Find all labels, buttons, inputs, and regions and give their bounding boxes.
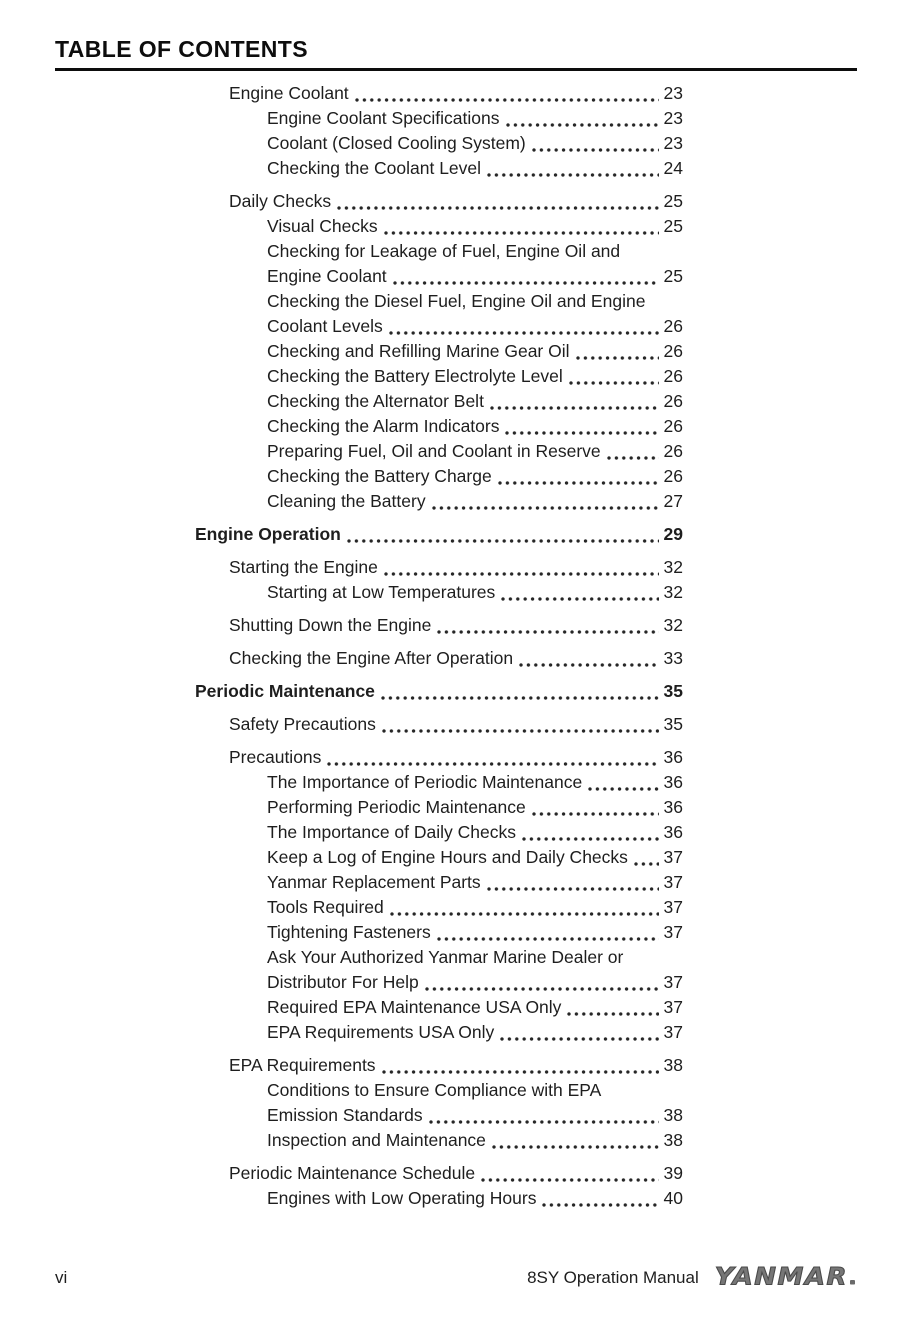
- toc-entry-line: [267, 214, 683, 239]
- page-title: TABLE OF CONTENTS: [55, 36, 308, 62]
- toc-page-number: 35: [663, 681, 683, 701]
- page-footer: [55, 1260, 855, 1290]
- toc-page-number: 35: [663, 714, 683, 734]
- dot-leader: [355, 97, 659, 103]
- toc-entry-line: [267, 314, 683, 339]
- dot-leader: [432, 505, 659, 511]
- toc-entry-label: Shutting Down the Engine: [229, 615, 432, 635]
- toc-page-number: 23: [663, 108, 683, 128]
- toc-page-number: 38: [663, 1055, 683, 1075]
- toc-page-number: 33: [663, 648, 683, 668]
- dot-leader: [500, 1036, 658, 1042]
- toc-entry-label: Periodic Maintenance Schedule: [229, 1163, 476, 1183]
- toc-entry-line: [267, 580, 683, 605]
- toc-entry: [195, 945, 683, 995]
- toc-entry-line: [267, 1103, 683, 1128]
- toc-entry: [195, 712, 683, 737]
- toc-entry-label: Cleaning the Battery: [267, 491, 426, 511]
- dot-leader: [506, 122, 659, 128]
- toc-entry: [195, 364, 683, 389]
- toc-page-number: 37: [663, 922, 683, 942]
- toc-entry-label: Required EPA Maintenance USA Only: [267, 997, 562, 1017]
- toc-page-number: 36: [663, 772, 683, 792]
- dot-leader: [347, 538, 659, 544]
- toc-entry-label: Conditions to Ensure Compliance with EPA: [267, 1080, 602, 1100]
- toc-entry: [195, 613, 683, 638]
- toc-page-number: 36: [663, 797, 683, 817]
- toc-entry: [195, 745, 683, 770]
- toc-entry-label: Precautions: [229, 747, 322, 767]
- toc-page-number: 38: [663, 1105, 683, 1125]
- toc-page-number: 26: [663, 366, 683, 386]
- toc-page-number: 38: [663, 1130, 683, 1150]
- toc-entry-label: Tightening Fasteners: [267, 922, 431, 942]
- toc-page-number: 26: [663, 316, 683, 336]
- toc-entry-label: Engine Coolant: [267, 266, 387, 286]
- toc-entry-line: [267, 945, 683, 970]
- toc-entry: [195, 239, 683, 289]
- toc-page-number: 24: [663, 158, 683, 178]
- dot-leader: [487, 886, 659, 892]
- dot-leader: [337, 205, 658, 211]
- dot-leader: [382, 728, 659, 734]
- toc-page-number: 26: [663, 441, 683, 461]
- dot-leader: [505, 430, 658, 436]
- toc-entry-line: [267, 289, 683, 314]
- toc-entry-line: [267, 106, 683, 131]
- toc-entry-line: [267, 414, 683, 439]
- toc-entry-label: Inspection and Maintenance: [267, 1130, 486, 1150]
- dot-leader: [393, 280, 659, 286]
- toc-entry: [195, 1053, 683, 1078]
- toc-entry-line: [229, 712, 683, 737]
- dot-leader: [437, 936, 659, 942]
- toc-entry-label: Visual Checks: [267, 216, 378, 236]
- toc-entry-label: Emission Standards: [267, 1105, 423, 1125]
- yanmar-logo-text: YANMAR: [714, 1263, 848, 1291]
- toc-entry: [195, 522, 683, 547]
- toc-entry: [195, 489, 683, 514]
- dot-leader: [384, 571, 659, 577]
- footer-right-group: [527, 1260, 855, 1290]
- dot-leader: [569, 380, 659, 386]
- toc-entry-label: Checking for Leakage of Fuel, Engine Oil and: [267, 241, 621, 261]
- toc-entry: [195, 339, 683, 364]
- toc-page-number: 37: [663, 872, 683, 892]
- toc-entry-label: EPA Requirements: [229, 1055, 376, 1075]
- dot-leader: [634, 861, 659, 867]
- toc-entry-line: [267, 895, 683, 920]
- toc-entry: [195, 845, 683, 870]
- toc-page-number: 32: [663, 582, 683, 602]
- toc-entry-label: Checking the Battery Charge: [267, 466, 492, 486]
- dot-leader: [327, 761, 658, 767]
- toc-entry-label: Periodic Maintenance: [195, 681, 375, 701]
- toc-page-number: 39: [663, 1163, 683, 1183]
- toc-entry-line: [229, 555, 683, 580]
- toc-entry: [195, 81, 683, 106]
- toc-page-number: 32: [663, 615, 683, 635]
- toc-entry-label: EPA Requirements USA Only: [267, 1022, 495, 1042]
- toc-page-number: 25: [663, 216, 683, 236]
- toc-entry-line: [267, 995, 683, 1020]
- toc-entry: [195, 555, 683, 580]
- dot-leader: [576, 355, 659, 361]
- toc-page-number: 29: [663, 524, 683, 544]
- dot-leader: [492, 1144, 659, 1150]
- toc-entry-label: Checking the Diesel Fuel, Engine Oil and Engine: [267, 291, 646, 311]
- dot-leader: [437, 629, 658, 635]
- toc-entry: [195, 439, 683, 464]
- toc-entry: [195, 156, 683, 181]
- yanmar-logo: [715, 1263, 855, 1291]
- dot-leader: [567, 1011, 658, 1017]
- toc-entry-line: [267, 464, 683, 489]
- toc-entry: [195, 414, 683, 439]
- toc-page-number: 26: [663, 466, 683, 486]
- toc-entry-label: Engine Coolant: [229, 83, 349, 103]
- toc-page-number: 23: [663, 83, 683, 103]
- toc-entry-label: Checking the Battery Electrolyte Level: [267, 366, 563, 386]
- toc-entry-label: The Importance of Periodic Maintenance: [267, 772, 583, 792]
- toc-entry: [195, 920, 683, 945]
- dot-leader: [390, 911, 659, 917]
- toc-entry: [195, 464, 683, 489]
- toc-page-number: 25: [663, 191, 683, 211]
- toc-entry-line: [267, 1186, 683, 1211]
- toc-entry-label: Coolant (Closed Cooling System): [267, 133, 526, 153]
- dot-leader: [490, 405, 659, 411]
- footer-page-number: vi: [55, 1268, 68, 1287]
- toc-entry-line: [267, 389, 683, 414]
- toc-page-number: 32: [663, 557, 683, 577]
- toc-entry-line: [267, 1020, 683, 1045]
- toc-entry-label: Checking the Engine After Operation: [229, 648, 514, 668]
- registered-trademark-icon: [850, 1280, 855, 1285]
- dot-leader: [522, 836, 659, 842]
- toc-entry-label: Distributor For Help: [267, 972, 419, 992]
- toc-page-number: 25: [663, 266, 683, 286]
- toc-entry: [195, 131, 683, 156]
- toc-entry: [195, 770, 683, 795]
- toc-entry-line: [229, 1053, 683, 1078]
- toc-entry-line: [267, 156, 683, 181]
- toc-entry-label: Coolant Levels: [267, 316, 383, 336]
- toc-entry-label: Ask Your Authorized Yanmar Marine Dealer or: [267, 947, 624, 967]
- toc-entry-line: [195, 522, 683, 547]
- toc-entry-line: [267, 770, 683, 795]
- toc-entry-line: [229, 81, 683, 106]
- dot-leader: [481, 1177, 658, 1183]
- toc-entry: [195, 106, 683, 131]
- toc-entry-line: [267, 820, 683, 845]
- toc-entry-line: [195, 679, 683, 704]
- toc-entry-line: [267, 870, 683, 895]
- dot-leader: [607, 455, 659, 461]
- toc-entry-line: [267, 920, 683, 945]
- toc-page-number: 37: [663, 1022, 683, 1042]
- toc-page-number: 40: [663, 1188, 683, 1208]
- toc-page-number: 37: [663, 972, 683, 992]
- toc-entry-line: [267, 339, 683, 364]
- toc-page-number: 26: [663, 391, 683, 411]
- page-header: [55, 36, 857, 71]
- toc-entry: [195, 389, 683, 414]
- toc-entry: [195, 1186, 683, 1211]
- toc-entry-line: [267, 364, 683, 389]
- toc-entry-label: Safety Precautions: [229, 714, 376, 734]
- toc-entry: [195, 646, 683, 671]
- toc-entry-label: Engines with Low Operating Hours: [267, 1188, 537, 1208]
- toc-entry-label: Preparing Fuel, Oil and Coolant in Reserve: [267, 441, 601, 461]
- toc-list: [195, 81, 683, 1211]
- toc-entry-line: [267, 264, 683, 289]
- toc-entry: [195, 795, 683, 820]
- dot-leader: [381, 695, 659, 701]
- toc-entry: [195, 580, 683, 605]
- toc-page-number: 26: [663, 341, 683, 361]
- toc-page-number: 37: [663, 997, 683, 1017]
- toc-entry-label: Keep a Log of Engine Hours and Daily Checks: [267, 847, 628, 867]
- dot-leader: [498, 480, 659, 486]
- toc-entry: [195, 679, 683, 704]
- toc-entry: [195, 995, 683, 1020]
- toc-entry: [195, 1078, 683, 1128]
- toc-entry-label: Starting at Low Temperatures: [267, 582, 496, 602]
- dot-leader: [429, 1119, 659, 1125]
- toc-entry-line: [267, 1078, 683, 1103]
- toc-entry: [195, 1128, 683, 1153]
- toc-entry-label: Checking the Alternator Belt: [267, 391, 484, 411]
- toc-entry-line: [267, 795, 683, 820]
- toc-entry-line: [267, 970, 683, 995]
- toc-page-number: 37: [663, 897, 683, 917]
- dot-leader: [519, 662, 658, 668]
- dot-leader: [542, 1202, 658, 1208]
- dot-leader: [487, 172, 659, 178]
- dot-leader: [532, 147, 659, 153]
- toc-entry: [195, 820, 683, 845]
- toc-entry-line: [229, 646, 683, 671]
- toc-entry-label: The Importance of Daily Checks: [267, 822, 516, 842]
- toc-entry-line: [267, 1128, 683, 1153]
- toc-entry-label: Performing Periodic Maintenance: [267, 797, 526, 817]
- toc-entry-line: [229, 1161, 683, 1186]
- footer-manual-name: 8SY Operation Manual: [527, 1268, 699, 1287]
- toc-entry-label: Checking the Coolant Level: [267, 158, 482, 178]
- toc-entry-line: [267, 439, 683, 464]
- toc-entry-label: Starting the Engine: [229, 557, 378, 577]
- toc-entry-line: [267, 239, 683, 264]
- toc-entry-line: [267, 131, 683, 156]
- toc-entry: [195, 870, 683, 895]
- toc-entry-label: Checking and Refilling Marine Gear Oil: [267, 341, 570, 361]
- dot-leader: [389, 330, 659, 336]
- toc-entry-line: [229, 613, 683, 638]
- toc-entry-label: Checking the Alarm Indicators: [267, 416, 500, 436]
- toc-page-number: 36: [663, 747, 683, 767]
- toc-entry-label: Engine Coolant Specifications: [267, 108, 500, 128]
- dot-leader: [532, 811, 659, 817]
- dot-leader: [384, 230, 659, 236]
- toc-entry-label: Engine Operation: [195, 524, 341, 544]
- dot-leader: [588, 786, 658, 792]
- toc-page-number: 23: [663, 133, 683, 153]
- toc-entry: [195, 214, 683, 239]
- toc-entry-line: [229, 189, 683, 214]
- dot-leader: [382, 1069, 659, 1075]
- toc-page-number: 37: [663, 847, 683, 867]
- dot-leader: [501, 596, 658, 602]
- dot-leader: [425, 986, 659, 992]
- toc-entry: [195, 189, 683, 214]
- toc-page-number: 36: [663, 822, 683, 842]
- toc-entry-line: [267, 845, 683, 870]
- toc-entry-line: [267, 489, 683, 514]
- toc-page-number: 27: [663, 491, 683, 511]
- toc-entry: [195, 895, 683, 920]
- toc-page-number: 26: [663, 416, 683, 436]
- toc-entry: [195, 289, 683, 339]
- toc-entry-label: Daily Checks: [229, 191, 332, 211]
- toc-entry: [195, 1020, 683, 1045]
- toc-entry: [195, 1161, 683, 1186]
- toc-entry-label: Tools Required: [267, 897, 384, 917]
- toc-entry-line: [229, 745, 683, 770]
- toc-entry-label: Yanmar Replacement Parts: [267, 872, 481, 892]
